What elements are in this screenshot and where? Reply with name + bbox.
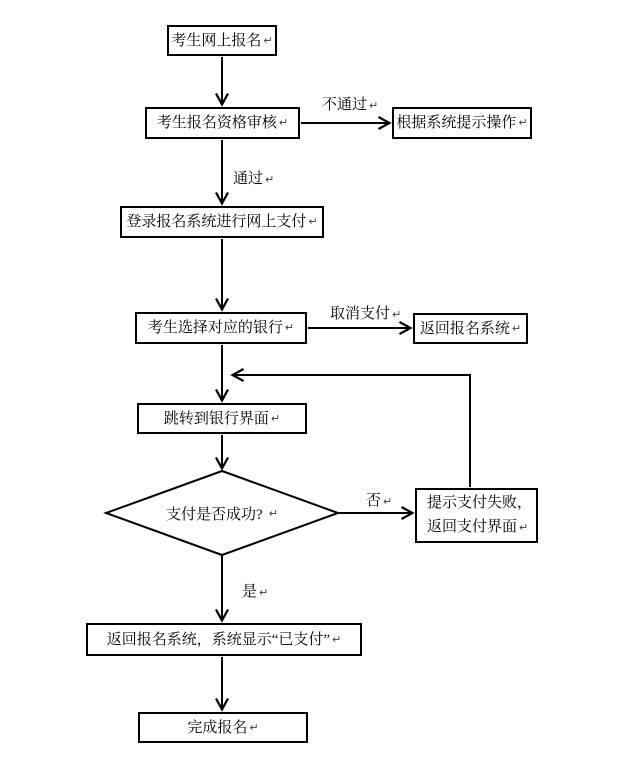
edge-label-yes: 是 ↵ [242, 584, 269, 600]
node-review [145, 107, 300, 139]
node-prompt [392, 107, 532, 139]
return-mark-icon: ↵ [332, 632, 342, 646]
node-decision [147, 498, 297, 528]
node-start-label: 考生网上报名 [171, 32, 262, 49]
node-done-label: 完成报名 [187, 719, 248, 736]
return-mark-icon: ↵ [263, 33, 273, 47]
node-fail-notice [415, 488, 538, 543]
node-bank-page-label: 跳转到银行界面 [163, 410, 269, 427]
return-mark-icon: ↵ [518, 116, 528, 130]
return-mark-icon: ↵ [392, 308, 402, 321]
return-mark-icon: ↵ [308, 215, 318, 229]
node-fail-notice-line1: 提示支付失败， [427, 495, 533, 511]
return-mark-icon: ↵ [278, 116, 289, 130]
edge-label-pass: 通过 ↵ [233, 171, 275, 187]
return-mark-icon: ↵ [369, 99, 379, 112]
node-login-pay-label: 登录报名系统进行网上支付 [126, 214, 307, 230]
edge-label-no: 否 ↵ [366, 493, 393, 509]
node-select-bank [135, 312, 307, 344]
edge-label-cancel: 取消支付 ↵ [330, 306, 402, 322]
return-mark-icon: ↵ [265, 173, 275, 186]
return-mark-icon: ↵ [249, 720, 259, 734]
node-decision-label: 支付是否成功? [166, 506, 263, 523]
return-mark-icon: ↵ [511, 321, 522, 335]
edge-label-reject: 不通过 ↵ [322, 97, 379, 113]
node-start [167, 25, 277, 56]
node-prompt-label: 根据系统提示操作 [396, 115, 517, 131]
return-mark-icon: ↵ [270, 411, 281, 425]
node-login-pay [120, 206, 324, 238]
return-mark-icon: ↵ [519, 521, 529, 534]
node-fail-notice-line2: 返回支付界面 ↵ [427, 519, 529, 535]
node-bank-page [137, 403, 307, 434]
node-paid-label: 返回报名系统，系统显示“已支付” [106, 631, 331, 648]
node-done [138, 712, 308, 743]
return-mark-icon: ↵ [284, 321, 295, 335]
return-mark-icon: ↵ [383, 495, 393, 508]
node-paid [86, 623, 362, 656]
node-return-system-label: 返回报名系统 [419, 320, 510, 337]
node-select-bank-label: 考生选择对应的银行 [147, 320, 283, 336]
node-review-label: 考生报名资格审核 [156, 115, 277, 131]
return-mark-icon: ↵ [268, 506, 278, 520]
node-return-system [413, 313, 528, 344]
return-mark-icon: ↵ [259, 586, 269, 599]
